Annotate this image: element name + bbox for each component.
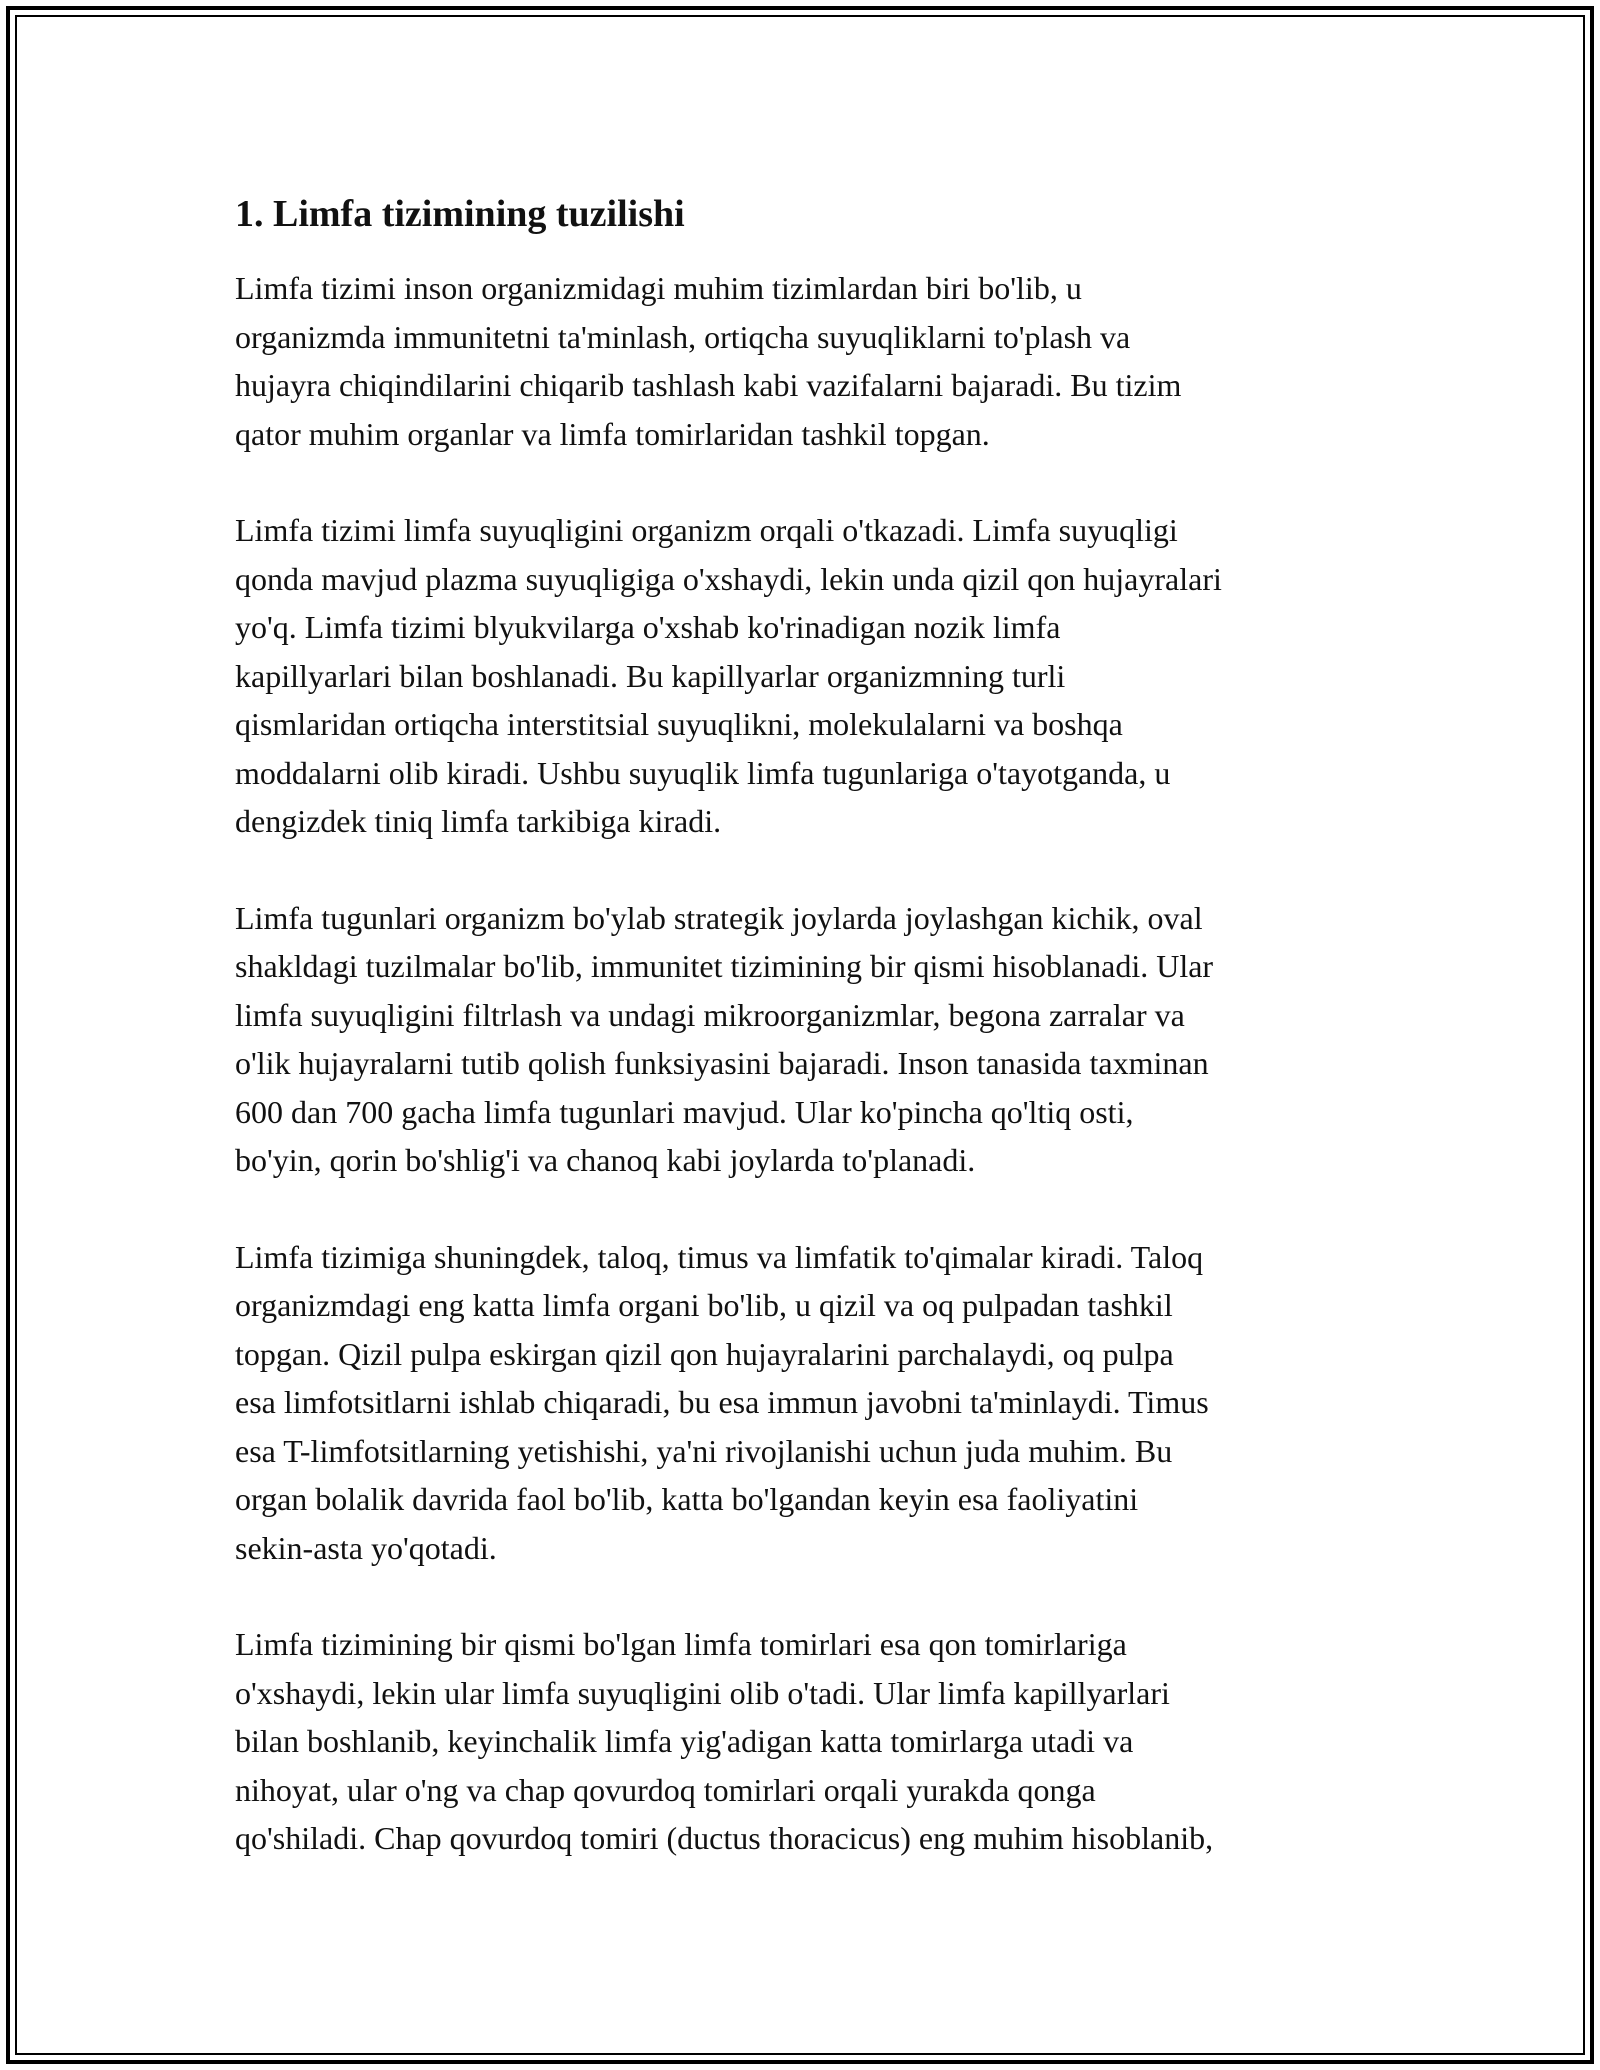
paragraph-3	[235, 894, 1385, 1185]
text-line: shakldagi tuzilmalar bo'lib, immunitet tizimining bir qismi hisoblanadi. Ular	[235, 948, 1214, 984]
text-line: bo'yin, qorin bo'shlig'i va chanoq kabi joylarda to'planadi.	[235, 1142, 976, 1178]
text-line: Limfa tizimining bir qismi bo'lgan limfa tomirlari esa qon tomirlariga	[235, 1626, 1127, 1662]
text-line: qator muhim organlar va limfa tomirlaridan tashkil topgan.	[235, 415, 990, 452]
text-line: kapillyarlari bilan boshlanadi. Bu kapillyarlar organizmning turli	[235, 657, 1066, 694]
text-line: qonda mavjud plazma suyuqligiga o'xshaydi, lekin unda qizil qon hujayralari	[235, 560, 1222, 597]
text-line: nihoyat, ular o'ng va chap qovurdoq tomirlari orqali yurakda qonga	[235, 1771, 1096, 1808]
text-line: Limfa tizimiga shuningdek, taloq, timus va limfatik to'qimalar kiradi. Taloq	[235, 1238, 1204, 1275]
text-line: sekin-asta yo'qotadi.	[235, 1529, 497, 1566]
text-line: organizmda immunitetni ta'minlash, ortiqcha suyuqliklarni to'plash va	[235, 318, 1131, 355]
text-line: moddalarni olib kiradi. Ushbu suyuqlik limfa tugunlariga o'tayotganda, u	[235, 754, 1171, 791]
text-line: 600 dan 700 gacha limfa tugunlari mavjud. Ular ko'pincha qo'ltiq osti,	[235, 1093, 1134, 1130]
text-line: qismlaridan ortiqcha interstitsial suyuqlikni, molekulalarni va boshqa	[235, 706, 1123, 742]
text-line: o'lik hujayralarni tutib qolish funksiyasini bajaradi. Inson tanasida taxminan	[235, 1045, 1209, 1081]
section-title: 1. Limfa tizimining tuzilishi	[235, 193, 685, 235]
text-line: organizmdagi eng katta limfa organi bo'lib, u qizil va oq pulpadan tashkil	[235, 1287, 1173, 1323]
text-line: o'xshaydi, lekin ular limfa suyuqligini olib o'tadi. Ular limfa kapillyarlari	[235, 1674, 1170, 1711]
paragraph-1	[235, 264, 1385, 458]
paragraph-5	[235, 1620, 1385, 1863]
text-line: esa limfotsitlarni ishlab chiqaradi, bu esa immun javobni ta'minlaydi. Timus	[235, 1384, 1209, 1420]
text-line: Limfa tizimi limfa suyuqligini organizm orqali o'tkazadi. Limfa suyuqligi	[235, 512, 1178, 548]
text-line: dengizdek tiniq limfa tarkibiga kiradi.	[235, 803, 722, 839]
text-line: Limfa tizimi inson organizmidagi muhim tizimlardan biri bo'lib, u	[235, 270, 1082, 306]
paragraph-2	[235, 506, 1385, 846]
document-body	[235, 186, 1385, 1911]
text-line: yo'q. Limfa tizimi blyukvilarga o'xshab ko'rinadigan nozik limfa	[235, 609, 1061, 645]
text-line: hujayra chiqindilarini chiqarib tashlash kabi vazifalarni bajaradi. Bu tizim	[235, 367, 1182, 403]
paragraph-4	[235, 1233, 1385, 1573]
text-line: organ bolalik davrida faol bo'lib, katta bo'lgandan keyin esa faoliyatini	[235, 1481, 1139, 1517]
text-line: limfa suyuqligini filtrlash va undagi mikroorganizmlar, begona zarralar va	[235, 996, 1185, 1033]
text-line: qo'shiladi. Chap qovurdoq tomiri (ductus thoracicus) eng muhim hisoblanib,	[235, 1820, 1214, 1856]
text-line: Limfa tugunlari organizm bo'ylab strategik joylarda joylashgan kichik, oval	[235, 899, 1203, 936]
text-line: topgan. Qizil pulpa eskirgan qizil qon hujayralarini parchalaydi, oq pulpa	[235, 1335, 1174, 1372]
text-line: esa T-limfotsitlarning yetishishi, ya'ni rivojlanishi uchun juda muhim. Bu	[235, 1432, 1173, 1469]
text-line: bilan boshlanib, keyinchalik limfa yig'adigan katta tomirlarga utadi va	[235, 1723, 1134, 1759]
